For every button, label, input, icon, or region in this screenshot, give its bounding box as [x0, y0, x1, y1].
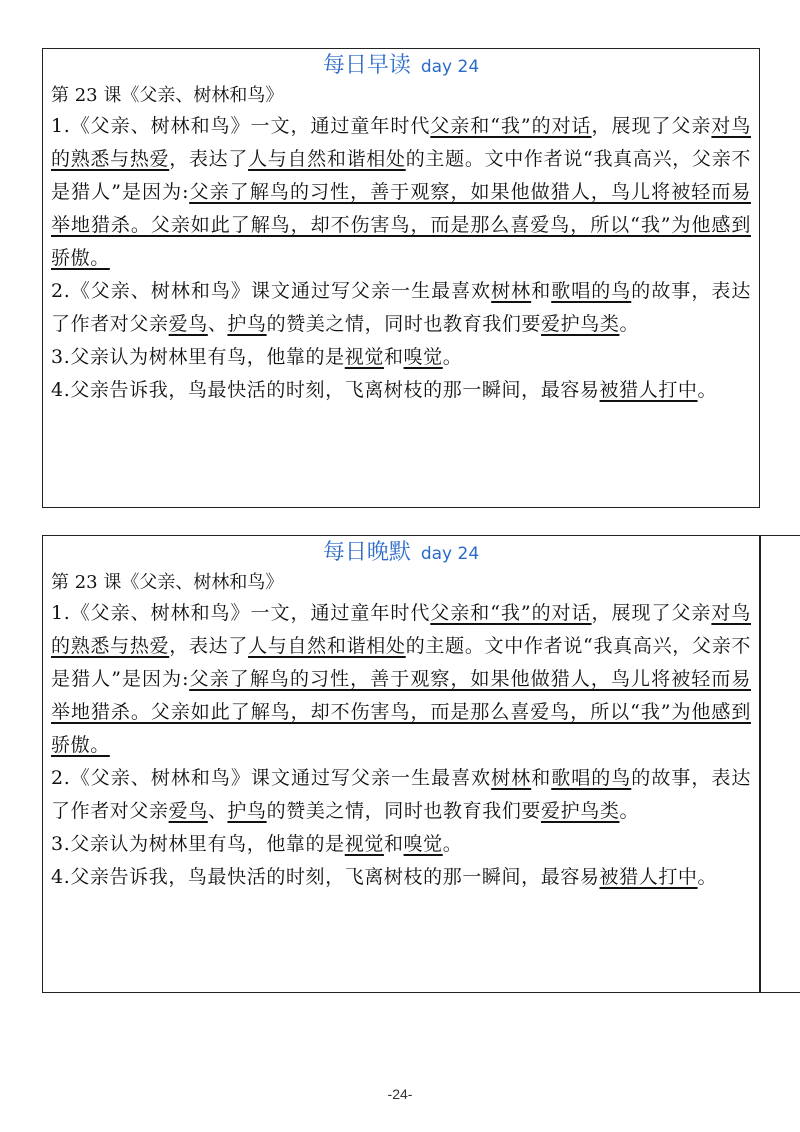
underlined-answer: 护鸟	[227, 800, 267, 822]
text-segment: 、	[207, 313, 228, 335]
underlined-answer: 被猎人打中	[599, 866, 698, 888]
underlined-answer: 父亲和“我”的对话	[430, 115, 592, 137]
underlined-answer: 父亲了解鸟的习性，善于观察，如果他做猎人，鸟儿将被轻而易举地猎杀。父亲如此了解鸟，却不伤害鸟，而是那么喜爱鸟，所以“我”为他感到骄傲。	[51, 668, 751, 756]
underlined-answer: 父亲了解鸟的习性，善于观察，如果他做猎人，鸟儿将被轻而易举地猎杀。父亲如此了解鸟，却不伤害鸟，而是那么喜爱鸟，所以“我”为他感到骄傲。	[51, 181, 751, 269]
underlined-answer: 爱鸟	[168, 800, 208, 822]
list-item	[43, 762, 759, 828]
underlined-answer: 嗅觉	[403, 833, 443, 855]
text-segment: 的赞美之情，同时也教育我们要	[266, 313, 542, 335]
underlined-answer: 树林	[491, 767, 532, 789]
text-segment: 。	[619, 313, 640, 335]
list-item	[43, 597, 759, 762]
underlined-answer: 爱鸟	[168, 313, 208, 335]
text-segment: 的故事，表达了作者对父亲	[51, 767, 751, 822]
list-item	[43, 275, 759, 341]
item-list	[43, 110, 759, 407]
day-label: day 24	[420, 57, 480, 77]
underlined-answer: 歌唱的鸟	[551, 280, 632, 302]
text-segment: 。	[697, 866, 718, 888]
underlined-answer: 父亲和“我”的对话	[430, 602, 592, 624]
text-segment: ，表达了	[169, 635, 249, 657]
day-label: day 24	[420, 544, 480, 564]
text-segment: 和	[531, 767, 552, 789]
text-segment: ，表达了	[169, 148, 249, 170]
text-segment: 和	[383, 833, 404, 855]
text-segment: 2.《父亲、树林和鸟》课文通过写父亲一生最喜欢	[51, 767, 492, 789]
lesson-heading: 第 23 课《父亲、树林和鸟》	[51, 85, 284, 106]
card-title-text: 每日早读	[322, 53, 411, 78]
text-segment: 4.父亲告诉我，鸟最快活的时刻，飞离树枝的那一瞬间，最容易	[51, 866, 600, 888]
text-segment: 3.父亲认为树林里有鸟，他靠的是	[51, 833, 345, 855]
underlined-answer: 视觉	[344, 833, 384, 855]
text-segment: 1.《父亲、树林和鸟》一文，通过童年时代	[51, 115, 431, 137]
underlined-answer: 被猎人打中	[599, 379, 698, 401]
underlined-answer: 歌唱的鸟	[551, 767, 632, 789]
card-title	[43, 53, 759, 79]
evening-dictation-card	[42, 535, 760, 993]
underlined-answer: 护鸟	[227, 313, 267, 335]
text-segment: ，展现了父亲	[591, 602, 712, 624]
list-item	[43, 110, 759, 275]
text-segment: 。	[697, 379, 718, 401]
list-item	[43, 341, 759, 374]
underlined-answer: 对鸟的熟悉与热爱	[51, 115, 751, 170]
underlined-answer: 视觉	[344, 346, 384, 368]
underlined-answer: 爱护鸟类	[541, 800, 620, 822]
item-list	[43, 597, 759, 894]
underlined-answer: 树林	[491, 280, 532, 302]
text-segment: 的主题。文中作者说“我真高兴，父亲不是猎人”是因为:	[51, 635, 751, 690]
underlined-answer: 人与自然和谐相处	[248, 148, 406, 170]
text-segment: 、	[207, 800, 228, 822]
text-segment: 1.《父亲、树林和鸟》一文，通过童年时代	[51, 602, 431, 624]
text-segment: 和	[531, 280, 552, 302]
adjacent-box-edge	[760, 535, 800, 993]
text-segment: 的主题。文中作者说“我真高兴，父亲不是猎人”是因为:	[51, 148, 751, 203]
text-segment: 的故事，表达了作者对父亲	[51, 280, 751, 335]
underlined-answer: 人与自然和谐相处	[248, 635, 406, 657]
text-segment: 。	[619, 800, 640, 822]
text-segment: 3.父亲认为树林里有鸟，他靠的是	[51, 346, 345, 368]
underlined-answer: 对鸟的熟悉与热爱	[51, 602, 751, 657]
underlined-answer: 嗅觉	[403, 346, 443, 368]
lesson-heading: 第 23 课《父亲、树林和鸟》	[51, 572, 284, 593]
text-segment: 4.父亲告诉我，鸟最快活的时刻，飞离树枝的那一瞬间，最容易	[51, 379, 600, 401]
list-item	[43, 861, 759, 894]
card-title-text: 每日晚默	[322, 540, 411, 565]
underlined-answer: 爱护鸟类	[541, 313, 620, 335]
text-segment: 的赞美之情，同时也教育我们要	[266, 800, 542, 822]
text-segment: 2.《父亲、树林和鸟》课文通过写父亲一生最喜欢	[51, 280, 492, 302]
text-segment: 和	[383, 346, 404, 368]
morning-reading-card	[42, 48, 760, 508]
text-segment: ，展现了父亲	[591, 115, 712, 137]
text-segment: 。	[442, 346, 463, 368]
list-item	[43, 828, 759, 861]
list-item	[43, 374, 759, 407]
text-segment: 。	[442, 833, 463, 855]
page-number: -24-	[387, 1086, 413, 1102]
card-title	[43, 540, 759, 566]
